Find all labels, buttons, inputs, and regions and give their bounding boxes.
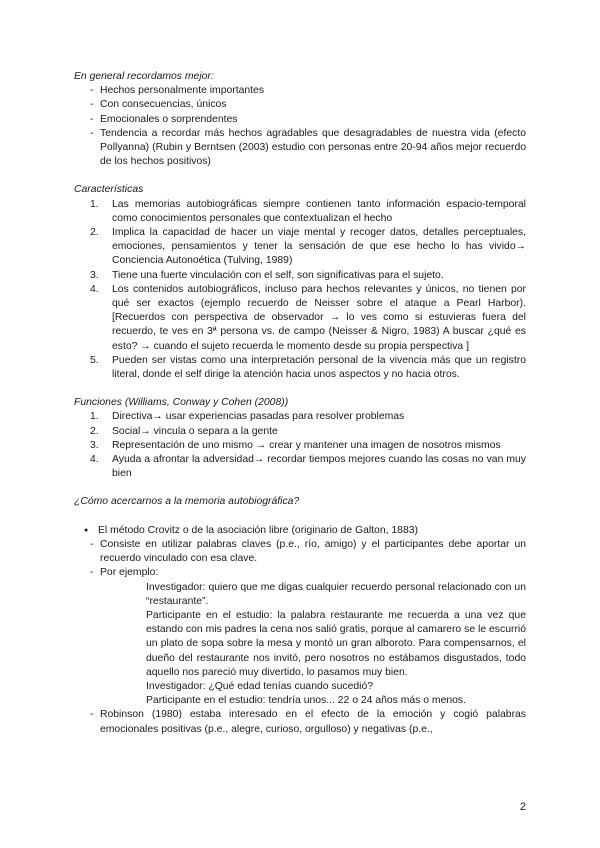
example-dialogue	[74, 581, 526, 709]
list-item: 3. Tiene una fuerte vinculación con el self, son significativas para el sujeto.	[90, 269, 444, 281]
list-item: 2. Social→ vincula o separa a la gente	[90, 425, 278, 437]
list-item: 4. Los contenidos autobiográficos, incluso para hechos relevantes y únicos, no tienen por qué ser exactos (ejemplo recuerdo de Neisser sobre el ataque a Pearl Harbor). [Recuerdos con perspectiva de observador → lo ves como si estuvieras fuera del recuerdo, te ves en 3ª persona vs. de campo (Neisser & Nigro, 1983) A buscar ¿qué es esto? → cuando el sujeto recuerda le momento desde su propia perspectiva ]	[90, 283, 526, 352]
list-item: - Tendencia a recordar más hechos agradables que desagradables de nuestra vida (efecto Pollyanna) (Rubin y Berntsen (2003) estudio con personas entre 20-94 años mejor recuerdo de los hechos positivos)	[90, 127, 526, 168]
list-item: 4. Ayuda a afrontar la adversidad→ recordar tiempos mejores cuando las cosas no van muy bien	[90, 454, 526, 480]
section-heading: En general recordamos mejor:	[74, 71, 214, 82]
section-heading: ¿Cómo acercarnos a la memoria autobiográfica?	[74, 496, 300, 508]
dialogue-line: Participante en el estudio: la palabra restaurante me recuerda a una vez que estando con mis padres la cena nos salió gratis, porque al camarero se le escurrió un plato de sopa sobre la mesa y montó un gran alboroto. Para compensarnos, el dueño del restaurante nos invitó, pero nosotros no estábamos disgustados, todo aquello nos pareció muy divertido, lo pasamos muy bien.	[146, 609, 526, 678]
list-item: - Emocionales o sorprendentes	[90, 113, 238, 125]
bullet-item: ● El método Crovitz o de la asociación libre (originario de Galton, 1883)	[74, 524, 526, 538]
list-item: 3. Representación de uno mismo → crear y mantener una imagen de nosotros mismos	[90, 439, 501, 451]
sub-item: - Por ejemplo:	[90, 567, 159, 579]
page-number: 2	[519, 801, 526, 813]
list-item: - Con consecuencias, únicos	[90, 99, 227, 111]
list-item: 1. Directiva→ usar experiencias pasadas para resolver problemas	[90, 411, 405, 423]
section-recordamos-mejor	[74, 70, 526, 169]
section-caracteristicas	[74, 183, 526, 382]
sub-item: - Consiste en utilizar palabras claves (p.e., río, amigo) y el participantes debe aportar un recuerdo vinculado con esa clave.	[90, 538, 526, 565]
bullet-icon: ●	[84, 526, 89, 534]
document-page	[74, 70, 526, 751]
section-heading: Funciones (Williams, Conway y Cohen (2008))	[74, 397, 289, 409]
list-item: 2. Implica la capacidad de hacer un viaje mental y recoger datos, detalles perceptuales, emociones, pensamientos y tener la sensación de que ese hecho lo has vivido→ Conciencia Autonoética (Tulving, 1989)	[90, 227, 526, 267]
dialogue-line: Investigador: ¿Qué edad tenías cuando sucedió?	[146, 680, 374, 692]
dialogue-line: Participante en el estudio: tendría unos... 22 o 24 años más o menos.	[146, 695, 466, 707]
section-heading: Características	[74, 184, 144, 196]
list-item: 5. Pueden ser vistas como una interpretación personal de la vivencia más que un registro literal, donde el self dirige la atención hacia unos aspectos y no hacia otros.	[90, 354, 526, 381]
section-funciones	[74, 396, 526, 481]
list-item: - Hechos personalmente importantes	[90, 85, 265, 97]
dialogue-line: Investigador: quiero que me digas cualquier recuerdo personal relacionado con un “restaurante”.	[146, 581, 526, 607]
sub-item: - Robinson (1980) estaba interesado en el efecto de la emoción y cogió palabras emocionales positivas (p.e., alegre, curioso, orgulloso) y negativas (p.e.,	[90, 709, 526, 735]
list-item: 1. Las memorias autobiográficas siempre contienen tanto información espacio-temporal como conocimientos personales que contextualizan el hecho	[90, 198, 526, 224]
section-como-acercarnos	[74, 495, 526, 736]
